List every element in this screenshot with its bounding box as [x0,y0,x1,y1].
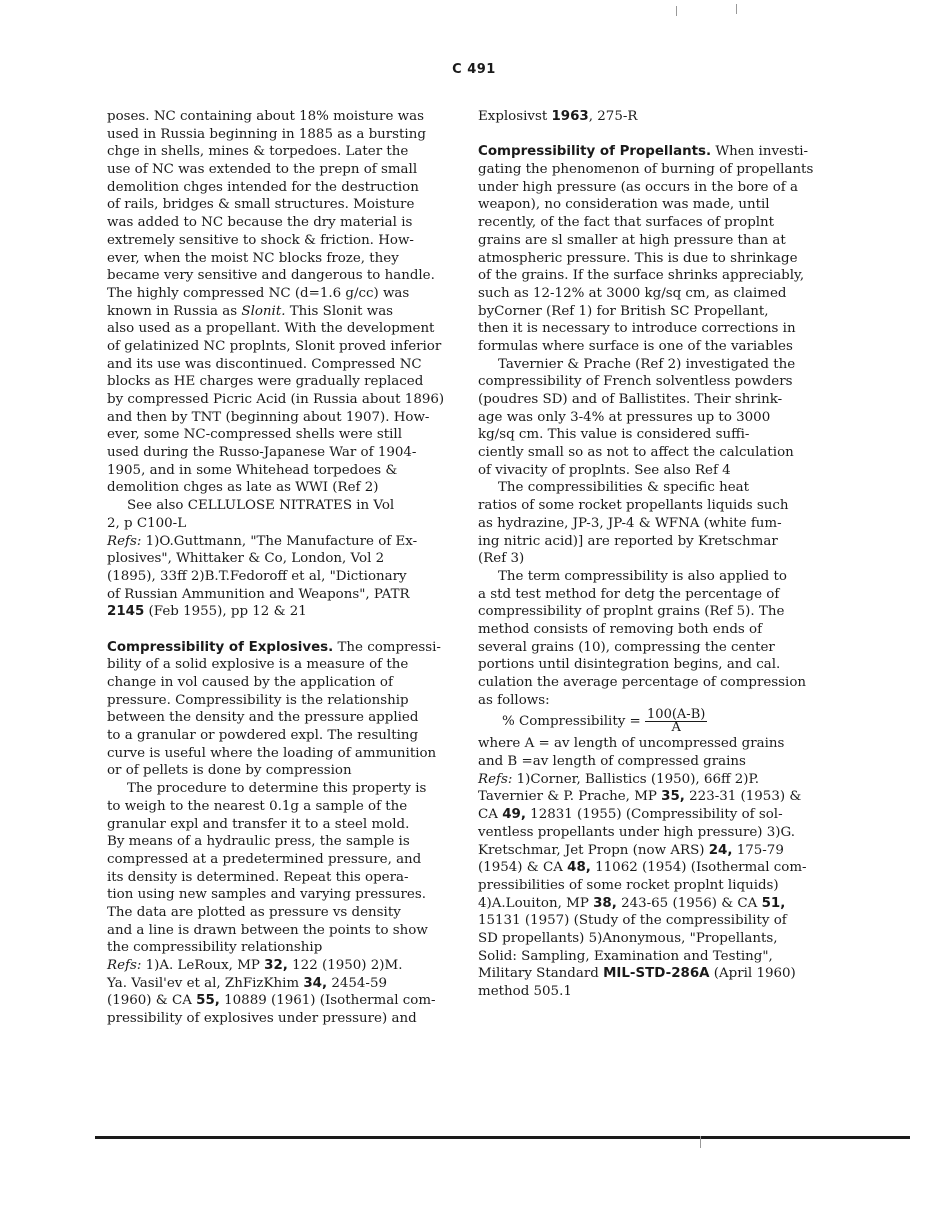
text-line: by compressed Picric Acid (in Russia about 1896) [107,392,445,407]
text-line: The term compressibility is also applied to [498,568,787,584]
text-span: known in Russia as [107,303,242,319]
text-line [107,975,447,993]
text-span: 12831 (1955) (Compressibility of sol- [525,807,783,823]
text-line: The compressibilities & specific heat [498,480,749,496]
section-heading-line [107,639,447,657]
paragraph-gap [478,126,818,144]
text-line: (poudres SD) and of Ballistites. Their shrink- [478,392,783,407]
text-line: tion using new samples and varying pressures. [107,887,426,903]
text-line: used in Russia beginning in 1885 as a bursting [107,126,426,142]
text-line: and B =av length of compressed grains [478,754,746,770]
bold-number: 32, [264,958,288,973]
text-span: (April 1960) [709,966,796,982]
formula-denominator: A [671,720,681,736]
text-line: became very sensitive and dangerous to handle. [107,268,435,284]
text-span: Tavernier & P. Prache, MP [478,789,662,805]
text-line [478,806,818,824]
text-span: 4)A.Louiton, MP [478,895,594,911]
text-line: formulas where surface is one of the variables [478,338,793,354]
text-span: When investi- [711,144,809,160]
text-span: 1)Corner, Ballistics (1950), 66ff 2)P. [512,771,760,787]
text-span: , 275-R [588,109,638,124]
text-line [478,842,818,860]
text-line: Solid: Sampling, Examination and Testing", [478,948,773,964]
text-line: as hydrazine, JP-3, JP-4 & WFNA (white fum- [478,515,782,531]
text-line: of Russian Ammunition and Weapons", PATR [107,586,410,602]
text-line: 1905, and in some Whitehead torpedoes & [107,462,398,478]
text-span: 122 (1950) 2)M. [287,958,403,973]
left-column [107,108,447,1028]
text-line: compressibility of French solventless powders [478,374,793,390]
text-line: of rails, bridges & small structures. Moisture [107,197,415,213]
text-line: ratios of some rocket propellants liquids such [478,498,789,514]
text-line: pressibility of explosives under pressure) and [107,1011,417,1027]
text-line: of gelatinized NC proplnts, Slonit proved inferior [107,338,442,354]
bold-number: 48, [567,860,591,876]
italic-term: Slonit. [241,303,286,319]
refs-line [478,771,818,789]
refs-label: Refs: [478,771,513,787]
text-line: age was only 3-4% at pressures up to 3000 [478,409,771,425]
text-line: used during the Russo-Japanese War of 1904- [107,445,417,461]
refs-label: Refs: [107,533,142,549]
text-span: 243-65 (1956) & CA [616,895,762,911]
text-line: then it is necessary to introduce corrections in [478,321,796,337]
text-line: recently, of the fact that surfaces of proplnt [478,215,775,231]
refs-label: Refs: [107,958,142,973]
text-span: This Slonit was [285,303,394,319]
text-span: The compressi- [333,639,441,655]
text-line: and then by TNT (beginning about 1907). How- [107,409,430,425]
text-line: chge in shells, mines & torpedoes. Later the [107,144,409,160]
text-line: compressed at a predetermined pressure, and [107,851,422,867]
text-span: 10889 (1961) (Isothermal com- [219,993,436,1009]
bold-number: 49, [502,807,526,823]
bold-number: 51, [761,895,786,911]
text-span: 1)O.Guttmann, "The Manufacture of Ex- [141,533,418,549]
text-line: The highly compressed NC (d=1.6 g/cc) was [107,285,410,301]
text-span: Military Standard [478,966,604,982]
text-line: blocks as HE charges were gradually replaced [107,374,424,390]
text-line: ventless propellants under high pressure) 3)G. [478,824,795,840]
text-line: where A = av length of uncompressed grains [478,736,785,752]
text-span: (1954) & CA [478,860,568,876]
text-line: of vivacity of proplnts. See also Ref 4 [478,462,731,478]
text-line: pressure. Compressibility is the relationship [107,692,409,708]
text-line: poses. NC containing about 18% moisture was [107,109,424,124]
paragraph-gap [107,621,447,639]
text-line: The data are plotted as pressure vs density [107,904,401,920]
section-heading: Compressibility of Explosives. [107,639,334,655]
text-line: demolition chges intended for the destruction [107,179,419,195]
text-line [478,895,818,913]
text-span: 2454-59 [327,975,387,991]
text-line: By means of a hydraulic press, the sample is [107,834,410,850]
text-span: CA [478,807,503,823]
text-line: such as 12-12% at 3000 kg/sq cm, as claimed [478,285,787,301]
text-line: and its use was discontinued. Compressed NC [107,356,422,372]
text-line: between the density and the pressure applied [107,710,419,726]
page-number: C 491 [452,62,496,77]
text-line: its density is determined. Repeat this opera- [107,869,409,885]
bold-number: 34, [303,975,328,991]
scan-mark [676,6,677,16]
text-span: Kretschmar, Jet Propn (now ARS) [478,842,709,858]
text-line: method consists of removing both ends of [478,621,763,637]
text-line: of the grains. If the surface shrinks appreciably, [478,268,805,284]
text-span: (Feb 1955), pp 12 & 21 [144,604,307,620]
text-line: portions until disintegration begins, and cal. [478,657,781,673]
formula-numerator: 100(A-B) [647,707,706,723]
text-line: See also CELLULOSE NITRATES in Vol [127,498,395,514]
text-line: curve is useful where the loading of ammunition [107,745,437,761]
scan-mark [736,4,737,14]
text-span: 1)A. LeRoux, MP [141,958,265,973]
text-line: change in vol caused by the application of [107,675,393,690]
bold-number: 38, [593,895,617,911]
section-heading: Compressibility of Propellants. [478,144,712,160]
text-line: gating the phenomenon of burning of propellants [478,162,814,178]
text-line: compressibility of proplnt grains (Ref 5). The [478,604,785,620]
text-line: The procedure to determine this property is [127,781,427,797]
text-line: use of NC was extended to the prepn of small [107,162,418,178]
text-line: byCorner (Ref 1) for British SC Propellant, [478,303,769,319]
bold-number: 1963 [551,109,589,124]
text-line: or of pellets is done by compression [107,763,352,779]
text-line: weapon), no consideration was made, until [478,197,770,213]
refs-line [107,533,447,551]
text-line: (Ref 3) [478,551,525,567]
text-line: extremely sensitive to shock & friction. How- [107,232,414,248]
text-line: bility of a solid explosive is a measure of the [107,657,409,673]
text-line [107,992,447,1010]
text-span: Explosivst [478,109,552,124]
text-line: to weigh to the nearest 0.1g a sample of the [107,798,408,814]
text-line: also used as a propellant. With the development [107,321,435,337]
text-line: a std test method for detg the percentage of [478,586,780,602]
text-line: as follows: [478,692,550,708]
bold-number: 55, [196,993,220,1009]
text-line: to a granular or powdered expl. The resulting [107,728,419,744]
right-column [478,108,818,1001]
formula-fraction [645,709,707,734]
text-line: the compressibility relationship [107,940,323,956]
section-heading-line [478,143,818,161]
bottom-rule [95,1136,910,1139]
text-line: several grains (10), compressing the center [478,639,775,655]
text-line: under high pressure (as occurs in the bore of a [478,179,798,195]
formula-label: % Compressibility = [502,714,641,730]
text-line [478,788,818,806]
compressibility-formula [478,709,818,735]
bold-number: 24, [708,842,733,858]
text-line: and a line is drawn between the points to show [107,922,428,938]
text-span: 223-31 (1953) & [684,789,802,805]
text-line: atmospheric pressure. This is due to shrinkage [478,250,798,266]
text-line: culation the average percentage of compression [478,675,806,690]
text-line: ing nitric acid)] are reported by Kretschmar [478,533,778,549]
text-line: pressibilities of some rocket proplnt liquids) [478,877,779,893]
text-line: was added to NC because the dry material is [107,215,413,231]
text-line [478,965,818,983]
text-line: grains are sl smaller at high pressure than at [478,232,786,248]
text-line: 2, p C100-L [107,515,187,531]
bold-number: 35, [661,789,685,805]
text-line: ever, when the moist NC blocks froze, they [107,250,399,266]
text-line: ciently small so as not to affect the calculation [478,445,794,461]
text-span: (1960) & CA [107,993,197,1009]
text-line: ever, some NC-compressed shells were still [107,427,402,443]
refs-line [107,957,447,975]
text-line: method 505.1 [478,984,572,999]
text-line: kg/sq cm. This value is considered suffi- [478,427,750,443]
text-line [107,303,447,321]
text-span: Ya. Vasil'ev et al, ZhFizKhim [107,975,304,991]
text-line [478,108,818,126]
bold-standard-code: MIL-STD-286A [603,966,710,982]
scan-mark [700,1136,701,1148]
text-line: (1895), 33ff 2)B.T.Fedoroff et al, "Dictionary [107,568,407,584]
text-span: 11062 (1954) (Isothermal com- [590,860,807,876]
text-span: 175-79 [732,842,784,858]
text-line: granular expl and transfer it to a steel mold. [107,816,410,832]
text-line: 15131 (1957) (Study of the compressibility of [478,913,787,929]
text-line: Tavernier & Prache (Ref 2) investigated the [498,356,796,372]
text-line: plosives", Whittaker & Co, London, Vol 2 [107,551,385,567]
bold-number: 2145 [107,604,145,620]
text-line: demolition chges as late as WWI (Ref 2) [107,480,379,496]
text-line: SD propellants) 5)Anonymous, "Propellants, [478,930,778,946]
text-line [478,859,818,877]
text-line [107,603,447,621]
